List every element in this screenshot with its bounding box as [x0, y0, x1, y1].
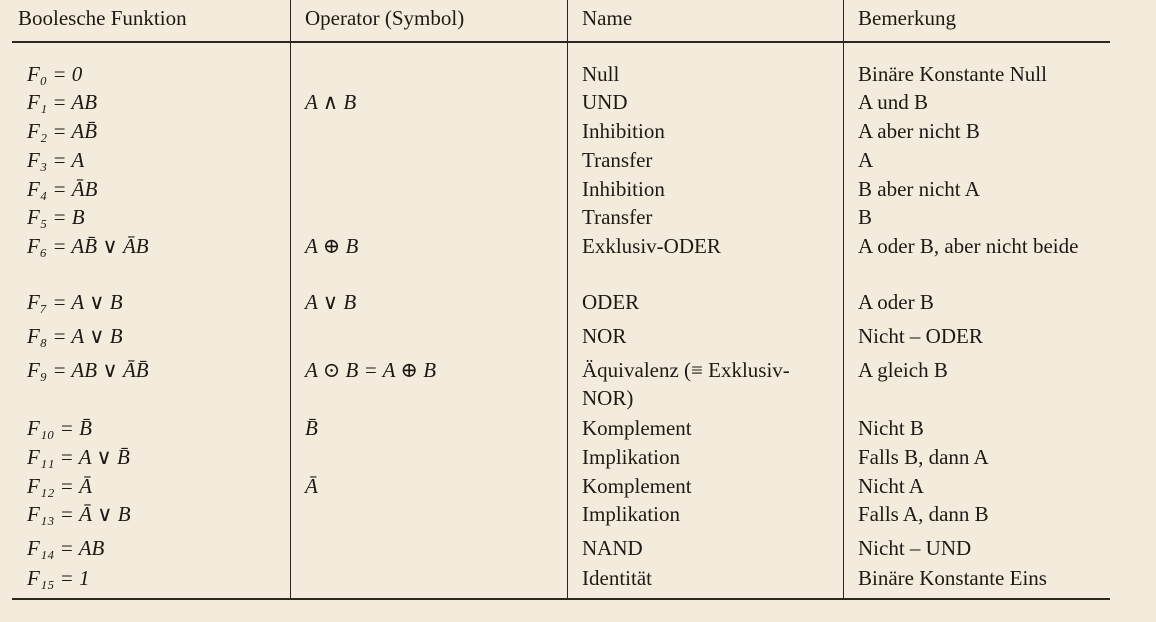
- cell-name: Null: [582, 62, 620, 86]
- header-operator: Operator (Symbol): [305, 6, 465, 30]
- cell-function: F₁₅ = 1: [27, 566, 90, 590]
- cell-function: F₄ = ĀB: [27, 177, 98, 201]
- cell-name: Transfer: [582, 205, 653, 229]
- cell-remark: A oder B: [858, 290, 934, 314]
- cell-remark: A oder B, aber nicht beide: [858, 234, 1079, 258]
- table-row: [0, 232, 1156, 290]
- table-row: [0, 414, 1156, 443]
- table-row: [0, 288, 1156, 317]
- table-row: [0, 88, 1156, 117]
- cell-function: F₈ = A ∨ B: [27, 324, 123, 348]
- table-row: [0, 146, 1156, 175]
- cell-remark: Nicht – UND: [858, 536, 972, 560]
- cell-function: F₉ = AB ∨ ĀB̄: [27, 358, 149, 382]
- cell-operator: B̄: [305, 416, 318, 440]
- cell-name: Äquivalenz (≡ Exklusiv-NOR): [582, 358, 790, 410]
- cell-remark: Falls A, dann B: [858, 502, 989, 526]
- cell-function: F₁₂ = Ā: [27, 474, 92, 498]
- cell-remark: A gleich B: [858, 358, 948, 382]
- cell-function: F₁₀ = B̄: [27, 416, 92, 440]
- cell-function: F₇ = A ∨ B: [27, 290, 123, 314]
- table-row: [0, 60, 1156, 89]
- cell-remark: Nicht B: [858, 416, 924, 440]
- cell-name: NOR: [582, 324, 627, 348]
- header-name: Name: [582, 6, 633, 30]
- table-row: [0, 534, 1156, 563]
- cell-name: Exklusiv-ODER: [582, 234, 721, 258]
- cell-operator: A ⊕ B: [305, 234, 359, 258]
- cell-remark: Nicht – ODER: [858, 324, 983, 348]
- table-row: [0, 443, 1156, 472]
- cell-remark: B: [858, 205, 873, 229]
- cell-operator: A ∨ B: [305, 290, 357, 314]
- cell-remark: Binäre Konstante Eins: [858, 566, 1047, 590]
- cell-remark: A und B: [858, 90, 929, 114]
- table-row: [0, 500, 1156, 529]
- table-row: [0, 356, 1156, 414]
- cell-name: UND: [582, 90, 628, 114]
- cell-function: F₁₃ = Ā ∨ B: [27, 502, 131, 526]
- cell-function: F₁₁ = A ∨ B̄: [27, 445, 130, 469]
- cell-function: F₀ = 0: [27, 62, 83, 86]
- bottom-rule: [12, 598, 1110, 600]
- cell-remark: Falls B, dann A: [858, 445, 989, 469]
- table-row: [0, 175, 1156, 204]
- cell-function: F₆ = AB̄ ∨ ĀB: [27, 234, 149, 258]
- cell-name: Inhibition: [582, 119, 665, 143]
- cell-name: NAND: [582, 536, 643, 560]
- cell-operator: A ⊙ B = A ⊕ B: [305, 358, 437, 382]
- table-row: [0, 322, 1156, 351]
- table-row: [0, 117, 1156, 146]
- table-row: [0, 564, 1156, 593]
- header-function: Boolesche Funktion: [18, 6, 187, 30]
- cell-name: Inhibition: [582, 177, 665, 201]
- cell-function: F₁ = AB: [27, 90, 98, 114]
- cell-remark: Nicht A: [858, 474, 924, 498]
- cell-function: F₁₄ = AB: [27, 536, 105, 560]
- cell-remark: B aber nicht A: [858, 177, 980, 201]
- table-row: [0, 203, 1156, 232]
- cell-remark: Binäre Konstante Null: [858, 62, 1047, 86]
- cell-name: Komplement: [582, 416, 692, 440]
- cell-operator: Ā: [305, 474, 318, 498]
- table-row: [0, 472, 1156, 501]
- cell-operator: A ∧ B: [305, 90, 357, 114]
- cell-function: F₅ = B: [27, 205, 85, 229]
- header-remark: Bemerkung: [858, 6, 956, 30]
- cell-remark: A aber nicht B: [858, 119, 980, 143]
- cell-name: ODER: [582, 290, 640, 314]
- cell-name: Identität: [582, 566, 652, 590]
- cell-name: Implikation: [582, 502, 680, 526]
- cell-name: Transfer: [582, 148, 653, 172]
- cell-name: Komplement: [582, 474, 692, 498]
- cell-name: Implikation: [582, 445, 680, 469]
- header-rule: [12, 41, 1110, 43]
- cell-remark: A: [858, 148, 874, 172]
- cell-function: F₂ = AB̄: [27, 119, 98, 143]
- cell-function: F₃ = A: [27, 148, 85, 172]
